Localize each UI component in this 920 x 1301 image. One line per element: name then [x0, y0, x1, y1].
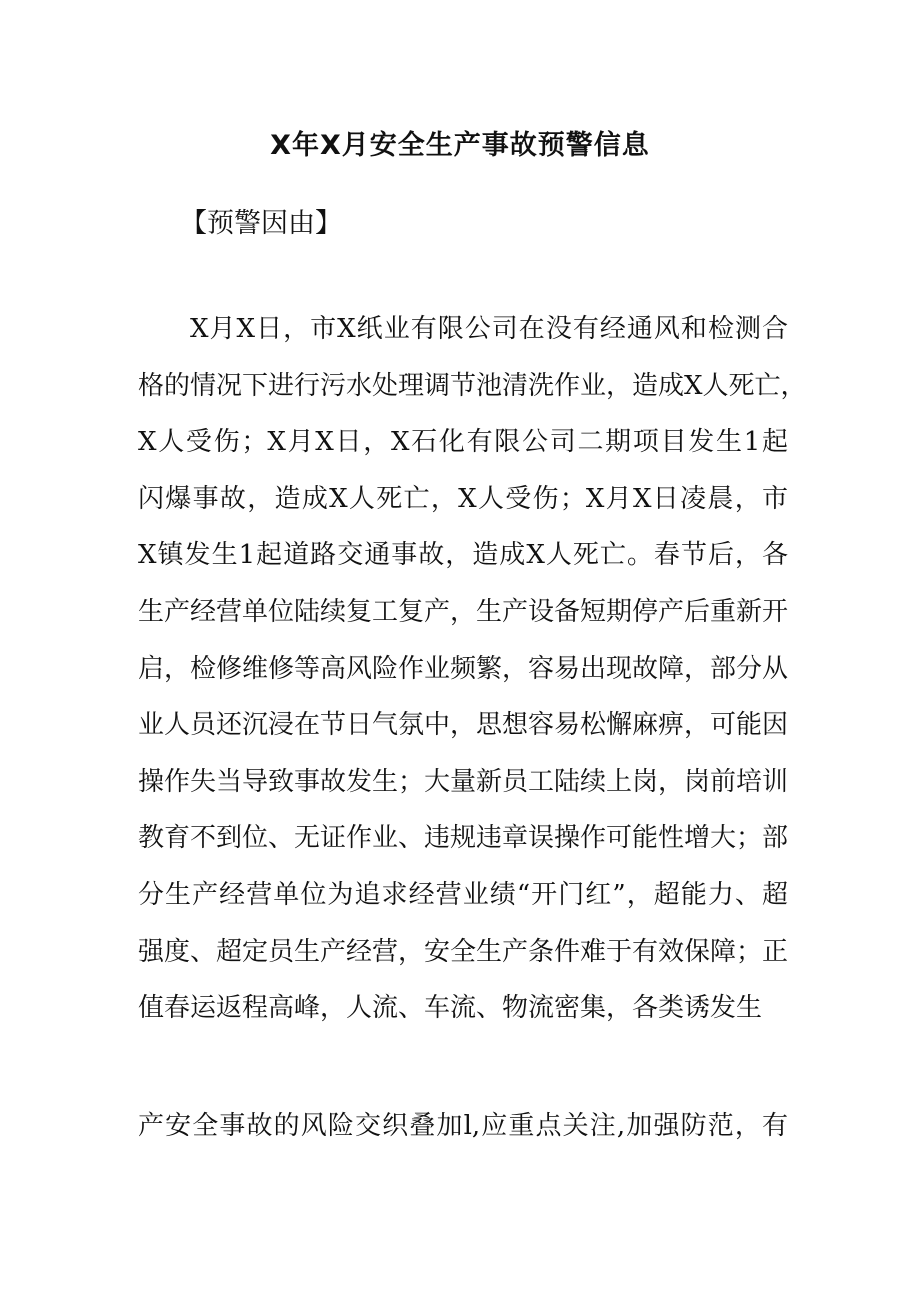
paragraph-line: 教育不到位、无证作业、违规违章误操作可能性增大；部 — [138, 823, 789, 854]
paragraph-line: 业人员还沉浸在节日气氛中，思想容易松懈麻痹，可能因 — [138, 710, 789, 741]
paragraph-line: 生产经营单位陆续复工复产，生产设备短期停产后重新开 — [138, 596, 789, 627]
document-title: X年X月安全生产事故预警信息 — [270, 130, 650, 161]
paragraph-line: X月X日，市X纸业有限公司在没有经通风和检测合 — [190, 314, 788, 344]
paragraph-line: X人受伤；X月X日，X石化有限公司二期项目发生1起 — [138, 427, 788, 458]
paragraph-line: 闪爆事故，造成X人死亡，X人受伤；X月X日凌晨，市 — [138, 483, 788, 514]
body-paragraph — [138, 301, 807, 1037]
paragraph-line: 格的情况下进行污水处理调节池清洗作业，造成X人死亡， — [138, 370, 807, 401]
paragraph-line: 值春运返程高峰，人流、车流、物流密集，各类诱发生 — [138, 993, 763, 1024]
section-heading: 【预警因由】 — [180, 208, 342, 239]
paragraph-line: X镇发生1起道路交通事故，造成X人死亡。春节后，各 — [138, 540, 788, 571]
paragraph-line: 操作失当导致事故发生；大量新员工陆续上岗，岗前培训 — [138, 766, 789, 797]
paragraph-line: 启，检修维修等高风险作业频繁，容易出现故障，部分从 — [138, 653, 789, 684]
paragraph-line: 分生产经营单位为追求经营业绩“开门红”，超能力、超 — [138, 879, 788, 910]
paragraph-line: 强度、超定员生产经营，安全生产条件难于有效保障；正 — [138, 936, 789, 967]
continuation-line: 产安全事故的风险交织叠加l,应重点关注,加强防范，有 — [138, 1111, 788, 1141]
